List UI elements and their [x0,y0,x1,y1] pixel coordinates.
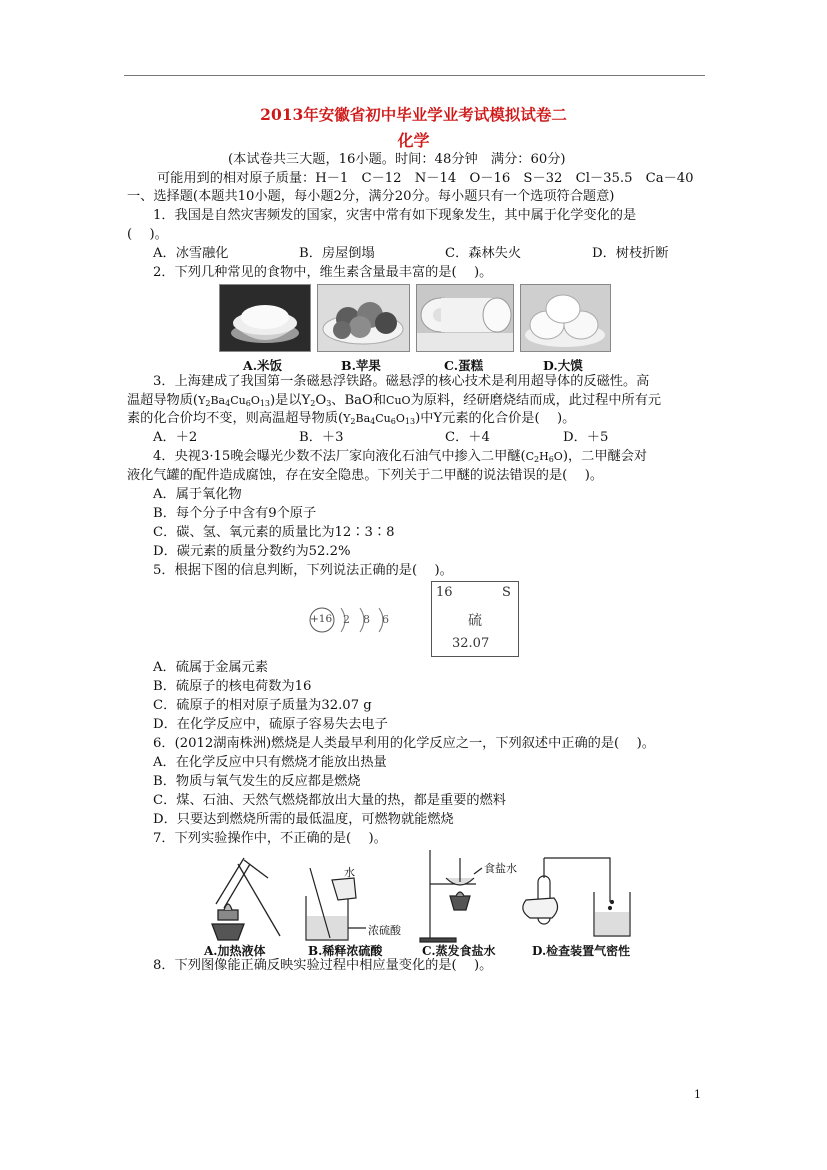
atomic-mass: 32.07 [452,636,490,651]
formula-c2h6o: $C_2H_6O$ [525,450,563,464]
q8-text: 8．下列图像能正确反映实验过程中相应量变化的是( )。 [153,958,493,973]
q1-option-b: B．房屋倒塌 [299,246,375,261]
shell-1-electrons: 2 [343,613,350,626]
q7-caption-b: B.稀释浓硫酸 [308,944,383,958]
q2-caption-a: A.米饭 [243,358,283,373]
header-rule [124,75,705,76]
q2-caption-b: B.苹果 [341,358,381,373]
q5-option-a: A．硫属于金属元素 [153,660,269,675]
q7-caption-c: C.蒸发食盐水 [422,944,496,958]
q5-text: 5．根据下图的信息判断，下列说法正确的是( )。 [153,563,453,578]
rice-image [219,284,311,352]
q3-line2: 温超导物质$(Y_2Ba_4Cu_6O_{13})$是以$Y_2O_3$、BaO和CuO为原料，经研磨烧结而成，此过程中所有元 [127,393,662,408]
q7-caption-d: D.检查装置气密性 [532,944,631,958]
shell-2-electrons: 8 [363,613,370,626]
q3-line1: 3．上海建成了我国第一条磁悬浮铁路。磁悬浮的核心技术是利用超导体的反磁性。高 [153,374,650,389]
lab-apparatus-figure [198,848,638,958]
periodic-table-cell [431,581,519,657]
formula-y2o3: $Y_2O_3$ [301,393,332,408]
sulfur-atom-structure [305,600,395,640]
q7-text: 7．下列实验操作中，不正确的是( )。 [153,831,387,846]
q2-caption-c: C.蛋糕 [444,358,484,373]
page-number: 1 [694,1088,701,1101]
element-symbol: S [502,585,511,600]
q6-text: 6．(2012湖南株洲)燃烧是人类最早利用的化学反应之一，下列叙述中正确的是( )。 [153,736,655,751]
q4-option-a: A．属于氧化物 [153,487,242,502]
q5-option-d: D．在化学反应中，硫原子容易失去电子 [153,717,388,732]
q6-option-b: B．物质与氧气发生的反应都是燃烧 [153,774,361,789]
label-salt-water: 食盐水 [484,862,517,875]
exam-info: (本试卷共三大题，16小题。时间：48分钟 满分：60分) [228,152,566,167]
exam-title: 2013年安徽省初中毕业学业考试模拟试卷二 [260,105,567,124]
q1-paren: ( )。 [127,227,168,242]
q3-option-a: A．＋2 [153,430,198,445]
q6-option-a: A．在化学反应中只有燃烧才能放出热量 [153,755,387,770]
q5-option-c: C．硫原子的相对原子质量为32.07 g [153,698,372,713]
q2-text: 2．下列几种常见的食物中，维生素含量最丰富的是( )。 [153,265,493,280]
q4-line2: 液化气罐的配件造成腐蚀，存在安全隐患。下列关于二甲醚的说法错误的是( )。 [127,468,604,483]
formula-ybacuo-2: $Y_2Ba_4Cu_6O_{13}$ [343,412,416,426]
apples-image [317,284,410,352]
section1-heading: 一、选择题(本题共10小题，每小题2分，满分20分。每小题只有一个选项符合题意) [127,189,615,204]
q6-option-d: D．只要达到燃烧所需的最低温度，可燃物就能燃烧 [153,812,454,827]
cake-image [416,284,514,352]
buns-image [520,284,611,352]
q3-option-b: B．＋3 [299,430,344,445]
q2-caption-d: D.大馍 [543,358,583,373]
atomic-masses: 可能用到的相对原子质量：H－1 C－12 N－14 O－16 S－32 Cl－35.5 Ca－40 [157,171,694,186]
q1-text: 1．我国是自然灾害频发的国家，灾害中常有如下现象发生，其中属于化学变化的是 [153,208,637,223]
q5-option-b: B．硫原子的核电荷数为16 [153,679,312,694]
q3-line3: 素的化合价均不变，则高温超导物质$(Y_2Ba_4Cu_6O_{13})$中Y元素的化合价是( )。 [127,411,576,426]
label-conc-acid: 浓硫酸 [368,924,401,937]
formula-ybacuo: $Y_2Ba_4Cu_6O_{13}$ [198,394,271,408]
label-water: 水 [344,866,355,879]
q1-option-c: C．森林失火 [445,246,522,261]
q3-option-d: D．＋5 [563,430,609,445]
atomic-number: 16 [436,585,453,600]
formula-cuo: CuO [386,394,411,407]
q4-line1: 4．央视3·15晚会曝光少数不法厂家向液化石油气中掺入二甲醚$(C_2H_6O)$，二甲醚会对 [153,449,648,464]
shell-3-electrons: 6 [382,613,389,626]
q4-option-c: C．碳、氢、氧元素的质量比为12∶3∶8 [153,525,395,540]
nucleus-charge: +16 [310,613,333,625]
q4-option-b: B．每个分子中含有9个原子 [153,506,317,521]
q7-caption-a: A.加热液体 [204,944,266,958]
q4-option-d: D．碳元素的质量分数约为52.2% [153,544,351,559]
q3-option-c: C．＋4 [445,430,490,445]
q1-option-a: A．冰雪融化 [153,246,229,261]
q6-option-c: C．煤、石油、天然气燃烧都放出大量的热，都是重要的燃料 [153,793,506,808]
exam-subject: 化学 [397,131,430,150]
q1-option-d: D．树枝折断 [592,246,669,261]
element-name: 硫 [468,613,482,629]
